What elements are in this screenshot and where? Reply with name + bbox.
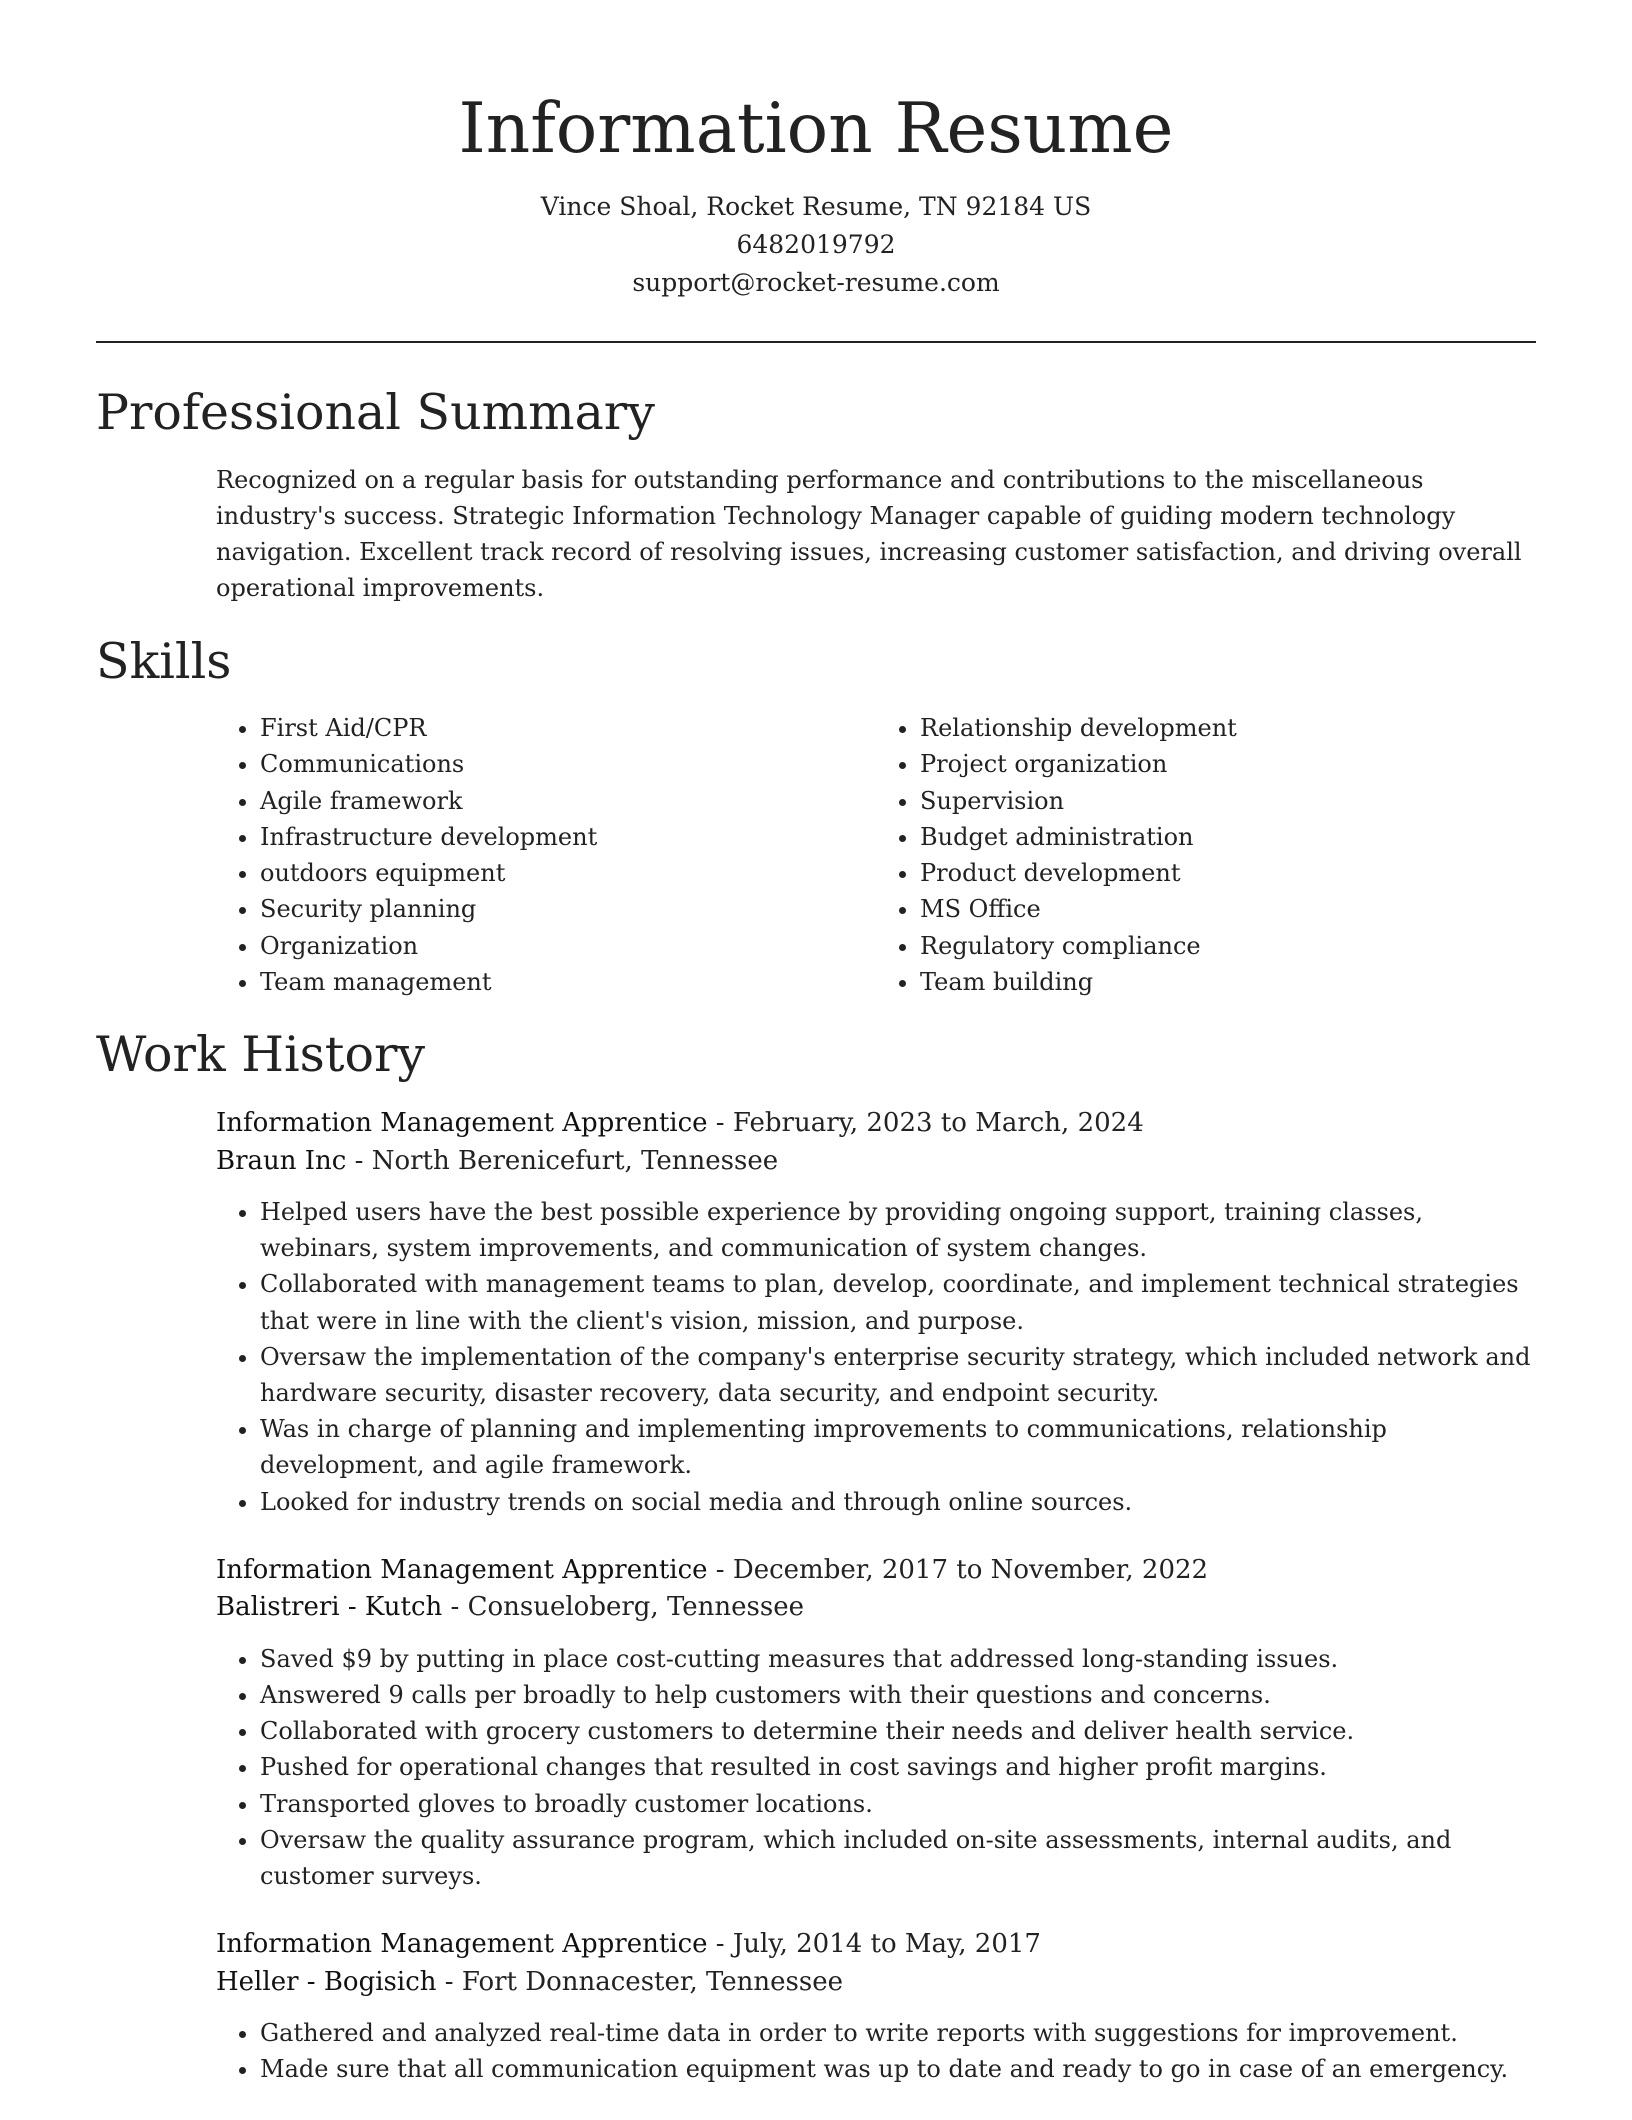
job-bullet: • Gathered and analyzed real-time data in order to write reports with suggestions for improvement. [260, 2015, 1536, 2051]
job-bullets [216, 2015, 1536, 2087]
skill-item: • First Aid/CPR [260, 710, 876, 746]
job-bullets [216, 1641, 1536, 1894]
job-title-line: Information Management Apprentice - July, 2014 to May, 2017 [216, 1929, 1041, 1960]
job-company: Braun Inc [216, 1145, 347, 1176]
job-title-line: Information Management Apprentice - December, 2017 to November, 2022 [216, 1554, 1209, 1585]
contact-email: support@rocket-resume.com [632, 268, 1000, 297]
contact-address: Vince Shoal, Rocket Resume, TN 92184 US [540, 192, 1092, 221]
job-title-line: Information Management Apprentice - February, 2023 to March, 2024 [216, 1108, 1144, 1138]
job-bullet: • Collaborated with grocery customers to determine their needs and deliver health service. [260, 1713, 1536, 1749]
job-title: Information Management Apprentice [216, 1929, 708, 1960]
job-location: Fort Donnacester, Tennessee [461, 1966, 844, 1997]
work-history-heading: Work History [96, 1026, 426, 1083]
job-dates: December, 2017 to November, 2022 [732, 1554, 1209, 1585]
job-company-line: Braun Inc - North Berenicefurt, Tennessee [216, 1145, 779, 1176]
skill-item: • Agile framework [260, 783, 876, 819]
skill-item: • Team building [920, 964, 1536, 1000]
resume-title: Information Resume [458, 89, 1174, 169]
job-bullet: • Looked for industry trends on social media and through online sources. [260, 1484, 1536, 1520]
summary-text: Recognized on a regular basis for outstanding performance and contributions to the miscellaneous industry's success. Strategic Information Technology Manager capable of guiding modern technology navigation. Excellent track record of resolving issues, increasing customer satisfaction, and driving overall operational improvements. [216, 466, 1522, 602]
skill-item: • outdoors equipment [260, 855, 876, 891]
job-title: Information Management Apprentice [216, 1554, 708, 1585]
skills-grid [216, 710, 1536, 1000]
job-bullet: • Saved $9 by putting in place cost-cutting measures that addressed long-standing issues. [260, 1641, 1536, 1677]
work-history-list [216, 1105, 1536, 2120]
skill-item: • Security planning [260, 891, 876, 927]
job-entry [216, 1105, 1536, 1520]
skill-item: • Team management [260, 964, 876, 1000]
contact-phone: 6482019792 [736, 230, 896, 259]
job-entry [216, 1552, 1536, 1894]
contact-block [0, 188, 1632, 302]
job-bullet: • Was in charge of planning and implementing improvements to communications, relationship development, and agile framework. [260, 1411, 1536, 1483]
job-company-line: Balistreri - Kutch - Consueloberg, Tennessee [216, 1592, 805, 1623]
job-bullet: • Oversaw the quality assurance program, which included on-site assessments, internal audits, and customer surveys. [260, 1822, 1536, 1894]
job-title: Information Management Apprentice [216, 1108, 708, 1138]
header-divider [96, 341, 1536, 343]
job-dates: February, 2023 to March, 2024 [732, 1108, 1144, 1138]
job-bullet: • Oversaw the implementation of the company's enterprise security strategy, which included network and hardware security, disaster recovery, data security, and endpoint security. [260, 1339, 1536, 1411]
skill-item: • Infrastructure development [260, 819, 876, 855]
skill-item: • Supervision [920, 783, 1536, 819]
job-bullet: • Pushed for operational changes that resulted in cost savings and higher profit margins. [260, 1749, 1536, 1785]
job-entry [216, 1926, 1536, 2087]
job-bullets [216, 1194, 1536, 1520]
resume-header [0, 0, 1632, 302]
job-company-line: Heller - Bogisich - Fort Donnacester, Tennessee [216, 1966, 844, 1997]
job-bullet: • Transported gloves to broadly customer locations. [260, 1786, 1536, 1822]
job-bullet: • Collaborated with management teams to plan, develop, coordinate, and implement technical strategies that were in line with the client's vision, mission, and purpose. [260, 1266, 1536, 1338]
job-location: Consueloberg, Tennessee [467, 1592, 805, 1623]
skills-list-right [876, 710, 1536, 1000]
job-company: Balistreri - Kutch [216, 1592, 443, 1623]
skill-item: • Project organization [920, 746, 1536, 782]
skill-item: • Communications [260, 746, 876, 782]
job-company: Heller - Bogisich [216, 1966, 437, 1997]
skills-heading: Skills [96, 633, 232, 690]
skills-list-left [216, 710, 876, 1000]
skill-item: • Organization [260, 928, 876, 964]
skill-item: • Relationship development [920, 710, 1536, 746]
skill-item: • Regulatory compliance [920, 928, 1536, 964]
job-dates: July, 2014 to May, 2017 [732, 1929, 1041, 1960]
job-bullet: • Answered 9 calls per broadly to help customers with their questions and concerns. [260, 1677, 1536, 1713]
summary-heading: Professional Summary [96, 384, 655, 441]
skill-item: • Budget administration [920, 819, 1536, 855]
skill-item: • Product development [920, 855, 1536, 891]
skill-item: • MS Office [920, 891, 1536, 927]
job-bullet: • Helped users have the best possible experience by providing ongoing support, training classes, webinars, system improvements, and communication of system changes. [260, 1194, 1536, 1266]
job-bullet: • Made sure that all communication equipment was up to date and ready to go in case of an emergency. [260, 2051, 1536, 2087]
job-location: North Berenicefurt, Tennessee [371, 1145, 779, 1176]
